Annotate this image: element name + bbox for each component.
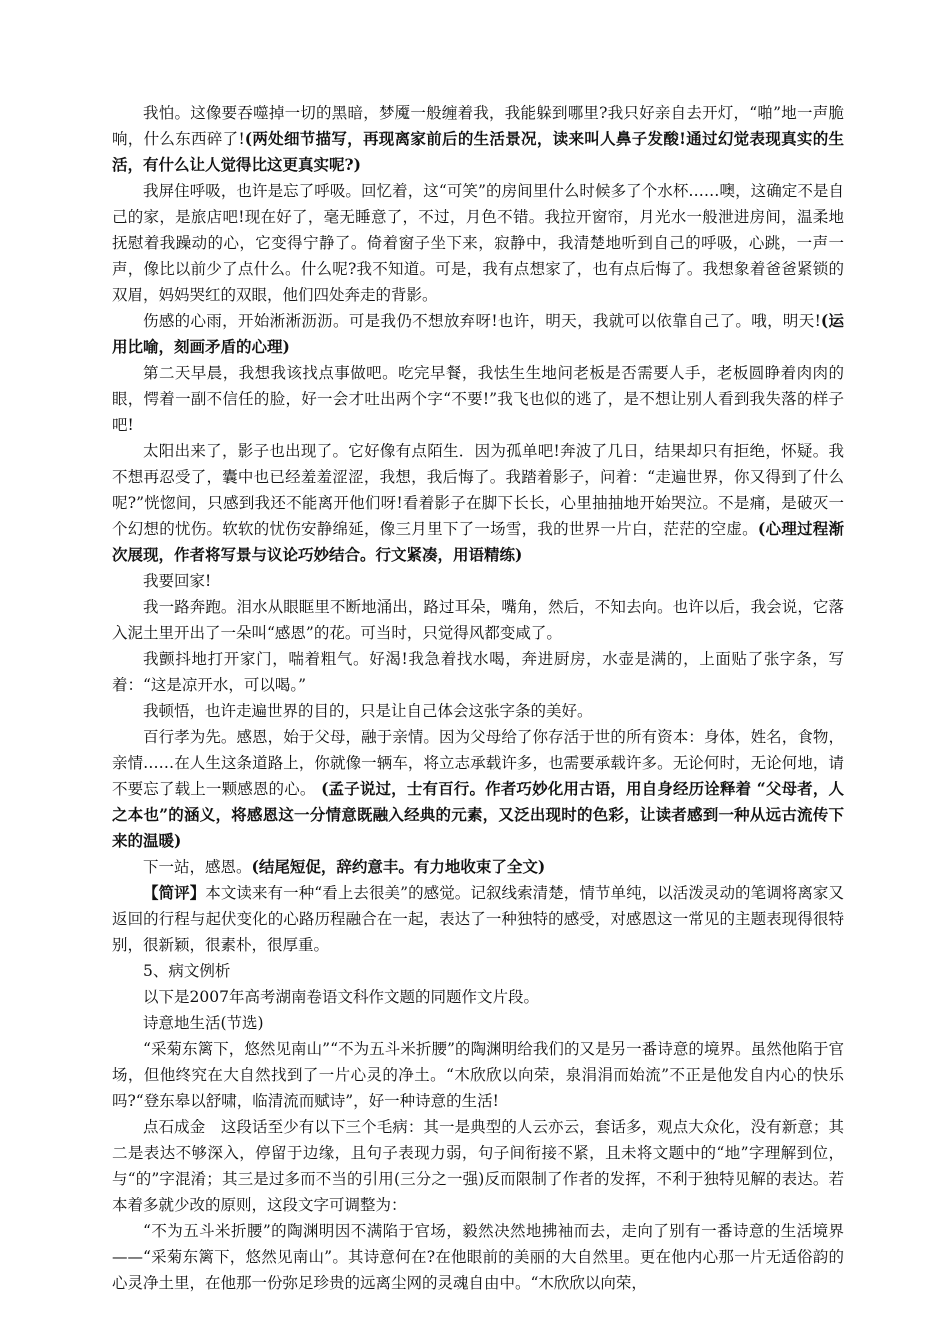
commentary-text: 【简评】	[143, 883, 206, 902]
commentary-text: (心理过程渐次展现，作者将写景与议论巧妙结合。行文紧凑，用语精练)	[112, 519, 844, 564]
body-text: 伤感的心雨，开始淅淅沥沥。可是我仍不想放弃呀!也许，明天，我就可以依靠自己了。哦，明天!	[143, 312, 821, 330]
commentary-text: (结尾短促，辞约意丰。有力地收束了全文)	[251, 857, 546, 876]
paragraph-p11	[112, 854, 844, 880]
paragraph-p6	[112, 568, 844, 594]
paragraph-p18	[112, 1218, 844, 1296]
body-text: 5、病文例析	[143, 962, 231, 980]
paragraph-p7	[112, 594, 844, 646]
paragraph-p3	[112, 308, 844, 360]
paragraph-p4	[112, 360, 844, 438]
body-text: 我顿悟，也许走遍世界的目的，只是让自己体会这张字条的美好。	[143, 702, 593, 720]
document-page	[112, 100, 844, 1296]
body-text: 诗意地生活(节选)	[143, 1014, 264, 1032]
body-text: 我一路奔跑。泪水从眼眶里不断地涌出，路过耳朵，嘴角，然后，不知去向。也许以后，我会说，它落入泥土里开出了一朵叫“感恩”的花。可当时，只觉得风都变咸了。	[112, 598, 844, 642]
body-text: 我怕。这像要吞噬掉一切的黑暗，梦魇一般缠着我，我能躲到哪里?我只好亲自去开灯，“啪”地一声脆响，什么东西碎了!	[112, 104, 844, 148]
paragraph-p1	[112, 100, 844, 178]
body-text: “不为五斗米折腰”的陶渊明因不满陷于官场，毅然决然地拂袖而去，走向了别有一番诗意的生活境界——“采菊东篱下，悠然见南山”。其诗意何在?在他眼前的美丽的大自然里。更在他内心那一片无适俗韵的心灵净土里，在他那一份弥足珍贵的远离尘网的灵魂自由中。“木欣欣以向荣，	[112, 1222, 844, 1292]
paragraph-p10	[112, 724, 844, 854]
body-text: 我屏住呼吸，也许是忘了呼吸。回忆着，这“可笑”的房间里什么时候多了个水杯……噢，这确定不是自己的家，是旅店吧!现在好了，毫无睡意了，不过，月色不错。我拉开窗帘，月光水一般泄进房间，温柔地抚慰着我躁动的心，它变得宁静了。倚着窗子坐下来，寂静中，我清楚地听到自己的呼吸，心跳，一声一声，像比以前少了点什么。什么呢?我不知道。可是，我有点想家了，也有点后悔了。我想象着爸爸紧锁的双眉，妈妈哭红的双眼，他们四处奔走的背影。	[112, 182, 844, 304]
paragraph-p8	[112, 646, 844, 698]
commentary-text: (运用比喻，刻画矛盾的心理)	[112, 311, 844, 356]
paragraph-p14	[112, 984, 844, 1010]
body-text: 我要回家!	[143, 572, 212, 590]
body-text: 我颤抖地打开家门，喘着粗气。好渴!我急着找水喝，奔进厨房，水壶是满的，上面贴了张字条，写着：“这是凉开水，可以喝。”	[112, 650, 844, 694]
body-text: 以下是2007年高考湖南卷语文科作文题的同题作文片段。	[143, 988, 539, 1006]
commentary-text: (两处细节描写，再现离家前后的生活景况，读来叫人鼻子发酸!通过幻觉表现真实的生活，有什么让人觉得比这更真实呢?)	[112, 129, 844, 174]
paragraph-p5	[112, 438, 844, 568]
commentary-text: (孟子说过，士有百行。作者巧妙化用古语，用自身经历诠释着 “父母者，人之本也”的涵义，将感恩这一分情意既融入经典的元素，又泛出现时的色彩，让读者感到一种从远古流传下来的温暖)	[112, 779, 844, 850]
paragraph-p13	[112, 958, 844, 984]
body-text: 百行孝为先。感恩，始于父母，融于亲情。因为父母给了你存活于世的所有资本：身体，姓名，食物，亲情……在人生这条道路上，你就像一辆车，将立志承载许多，也需要承载许多。无论何时，无论何地，请不要忘了载上一颗感恩的心。	[112, 728, 844, 798]
paragraph-p9	[112, 698, 844, 724]
paragraph-p12	[112, 880, 844, 958]
paragraph-p2	[112, 178, 844, 308]
body-text: 第二天早晨，我想我该找点事做吧。吃完早餐，我怯生生地问老板是否需要人手，老板圆睁着肉肉的眼，愕着一副不信任的脸，好一会才吐出两个字“不要!”我飞也似的逃了，是不想让别人看到我失落的样子吧!	[112, 364, 844, 434]
paragraph-p17	[112, 1114, 844, 1218]
paragraph-p16	[112, 1036, 844, 1114]
paragraph-p15	[112, 1010, 844, 1036]
body-text: 本文读来有一种“看上去很美”的感觉。记叙线索清楚，情节单纯，以活泼灵动的笔调将离家又返回的行程与起伏变化的心路历程融合在一起，表达了一种独特的感受，对感恩这一常见的主题表现得很特别，很新颖，很素朴，很厚重。	[112, 884, 844, 954]
body-text: 点石成金 这段话至少有以下三个毛病：其一是典型的人云亦云，套话多，观点大众化，没有新意；其二是表达不够深入，停留于边缘，且句子表现力弱，句子间衔接不紧，且未将文题中的“地”字理解到位，与“的”字混淆；其三是过多而不当的引用(三分之一强)反而限制了作者的发挥，不利于独特见解的表达。若本着多就少改的原则，这段文字可调整为：	[112, 1118, 844, 1214]
body-text: “采菊东篱下，悠然见南山”“不为五斗米折腰”的陶渊明给我们的又是另一番诗意的境界。虽然他陷于官场，但他终究在大自然找到了一片心灵的净土。“木欣欣以向荣，泉涓涓而始流”不正是他发自内心的快乐吗?“登东皋以舒啸，临清流而赋诗”，好一种诗意的生活!	[112, 1040, 844, 1110]
body-text: 太阳出来了，影子也出现了。它好像有点陌生．因为孤单吧!奔波了几日，结果却只有拒绝，怀疑。我不想再忍受了，囊中也已经羞羞涩涩，我想，我后悔了。我踏着影子，问着：“走遍世界，你又得到了什么呢?”恍惚间，只感到我还不能离开他们呀!看着影子在脚下长长，心里抽抽地开始哭泣。不是痛，是破灭一个幻想的忧伤。软软的忧伤安静绵延，像三月里下了一场雪，我的世界一片白，茫茫的空虚。	[112, 442, 844, 538]
body-text: 下一站，感恩。	[143, 858, 252, 876]
